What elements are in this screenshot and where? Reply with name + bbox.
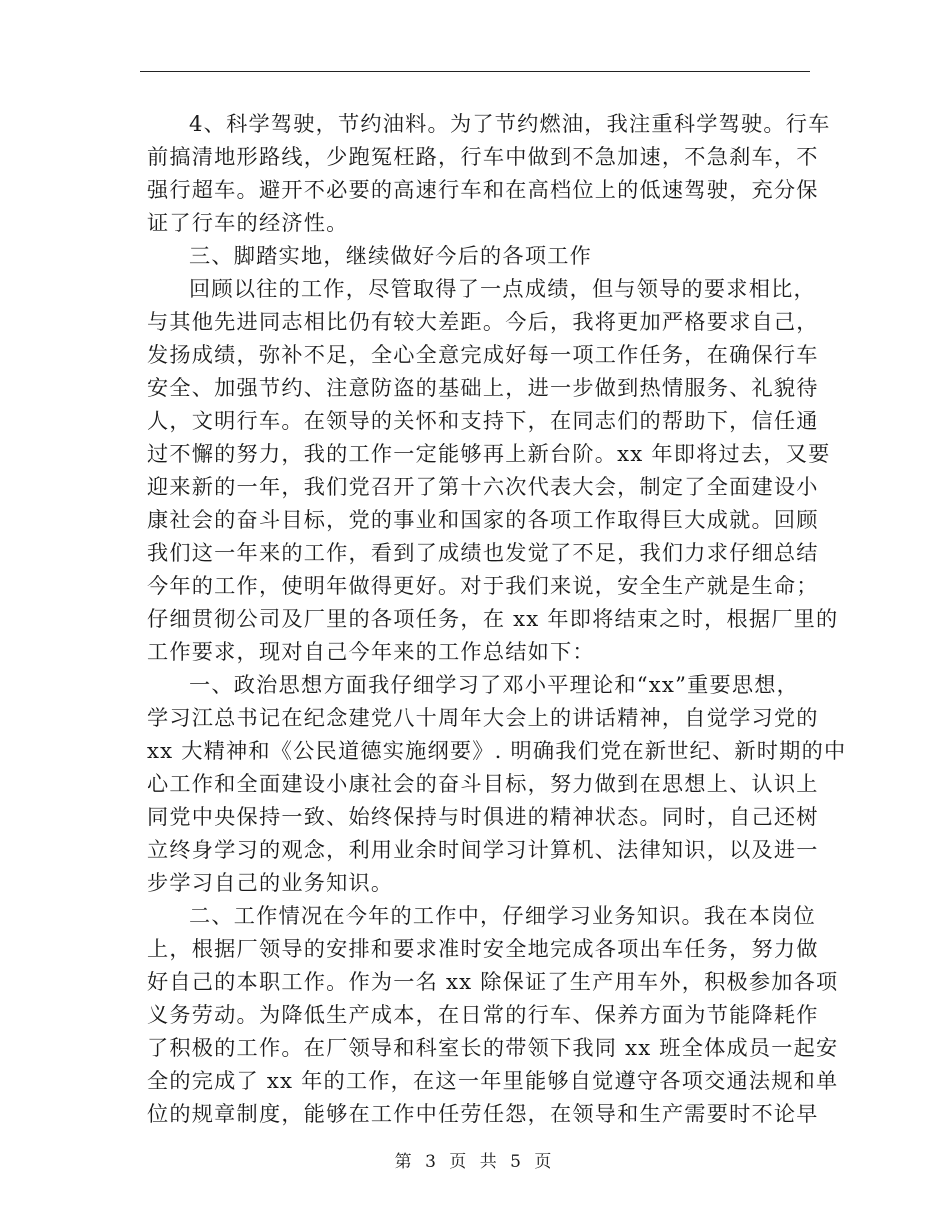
text-line: 今年的工作，使明年做得更好。对于我们来说，安全生产就是生命； [147,573,819,598]
text-line: 好自己的本职工作。作为一名 xx 除保证了生产用车外，积极参加各项 [147,969,839,994]
text-line: 与其他先进同志相比仍有较大差距。今后，我将更加严格要求自己， [147,309,819,334]
text-line: 证了行车的经济性。 [147,210,349,235]
text-line: 全的完成了 xx 年的工作，在这一年里能够自觉遵守各项交通法规和单 [147,1068,839,1093]
text-line: 人，文明行车。在领导的关怀和支持下，在同志们的帮助下，信任通 [147,408,819,433]
section-heading: 三、脚踏实地，继续做好今后的各项工作 [189,243,592,268]
document-body [147,107,847,1130]
text-line: 步学习自己的业务知识。 [147,870,394,895]
text-line: 4、科学驾驶，节约油料。为了节约燃油，我注重科学驾驶。行车 [189,111,831,136]
text-line: 同党中央保持一致、始终保持与时俱进的精神状态。同时，自己还树 [147,804,819,829]
text-line: 一、政治思想方面我仔细学习了邓小平理论和“xx”重要思想， [189,672,800,697]
text-line: 位的规章制度，能够在工作中任劳任怨，在领导和生产需要时不论早 [147,1101,819,1126]
text-line: 学习江总书记在纪念建党八十周年大会上的讲话精神，自觉学习党的 [147,705,819,730]
text-line: 立终身学习的观念，利用业余时间学习计算机、法律知识，以及进一 [147,837,819,862]
header-rule [140,71,810,72]
text-line: 了积极的工作。在厂领导和科室长的带领下我同 xx 班全体成员一起安 [147,1035,839,1060]
page-number: 第 3 页 共 5 页 [394,1152,556,1172]
text-line: 过不懈的努力，我的工作一定能够再上新台阶。xx 年即将过去，又要 [147,441,831,466]
text-line: 迎来新的一年，我们党召开了第十六次代表大会，制定了全面建设小 [147,474,819,499]
text-line: 我们这一年来的工作，看到了成绩也发觉了不足，我们力求仔细总结 [147,540,819,565]
text-line: 二、工作情况在今年的工作中，仔细学习业务知识。我在本岗位 [189,903,816,928]
text-line: 康社会的奋斗目标，党的事业和国家的各项工作取得巨大成就。回顾 [147,507,819,532]
text-line: 义务劳动。为降低生产成本，在日常的行车、保养方面为节能降耗作 [147,1002,819,1027]
text-line: 工作要求，现对自己今年来的工作总结如下： [147,639,595,664]
text-line: 前搞清地形路线，少跑冤枉路，行车中做到不急加速，不急刹车，不 [147,144,819,169]
text-line: 上，根据厂领导的安排和要求准时安全地完成各项出车任务，努力做 [147,936,819,961]
text-line: 仔细贯彻公司及厂里的各项任务，在 xx 年即将结束之时，根据厂里的 [147,606,839,631]
text-line: 发扬成绩，弥补不足，全心全意完成好每一项工作任务，在确保行车 [147,342,819,367]
text-line: 强行超车。避开不必要的高速行车和在高档位上的低速驾驶，充分保 [147,177,819,202]
text-line: 心工作和全面建设小康社会的奋斗目标，努力做到在思想上、认识上 [147,771,819,796]
text-line: 回顾以往的工作，尽管取得了一点成绩，但与领导的要求相比， [189,276,816,301]
text-line: xx 大精神和《公民道德实施纲要》. 明确我们党在新世纪、新时期的中 [147,738,847,763]
text-line: 安全、加强节约、注意防盗的基础上，进一步做到热情服务、礼貌待 [147,375,819,400]
